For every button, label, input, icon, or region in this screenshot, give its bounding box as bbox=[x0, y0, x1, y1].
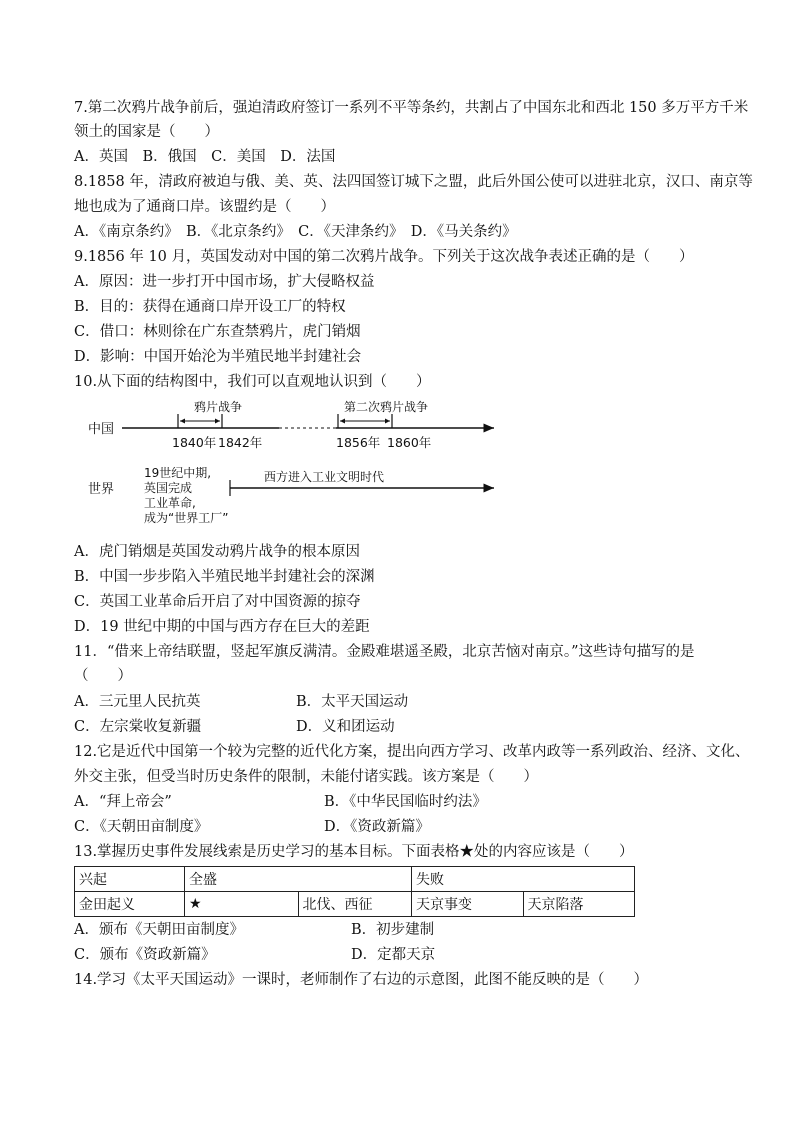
year-1856: 1856年 bbox=[336, 435, 381, 450]
q9-option-c: C．借口：林则徐在广东查禁鸦片，虎门销烟 bbox=[74, 324, 361, 340]
q11-option-b: B．太平天国运动 bbox=[296, 694, 409, 710]
china-label: 中国 bbox=[88, 422, 115, 437]
year-1840: 1840年 bbox=[172, 435, 217, 450]
q12-stem-line2: 外交主张，但受当时历史条件的限制，未能付诸实践。该方案是（ ） bbox=[74, 769, 538, 785]
q10-option-c: C．英国工业革命后开启了对中国资源的掠夺 bbox=[74, 594, 361, 610]
q8-stem-line1: 8.1858 年，清政府被迫与俄、美、英、法四国签订城下之盟，此后外国公使可以进驻北京，汉口、南京等 bbox=[74, 174, 753, 190]
q9-option-b: B．目的：获得在通商口岸开设工厂的特权 bbox=[74, 299, 346, 315]
q14-stem: 14.学习《太平天国运动》一课时，老师制作了右边的示意图，此图不能反映的是（ ） bbox=[74, 972, 649, 988]
year-1842: 1842年 bbox=[218, 435, 263, 450]
q13-option-d: D．定都天京 bbox=[351, 947, 436, 963]
table-cell: 北伐、西征 bbox=[298, 892, 412, 917]
year-1860: 1860年 bbox=[387, 435, 432, 450]
q7-stem-line1: 7.第二次鸦片战争前后，强迫清政府签订一系列不平等条约，共割占了中国东北和西北 150 多万平方千米 bbox=[74, 100, 749, 116]
q13-option-a: A．颁布《天朝田亩制度》 bbox=[74, 922, 244, 938]
table-header-cell: 失败 bbox=[412, 867, 635, 892]
q10-stem: 10.从下面的结构图中，我们可以直观地认识到（ ） bbox=[74, 374, 431, 390]
q13-stem: 13.掌握历史事件发展线索是历史学习的基本目标。下面表格★处的内容应该是（ ） bbox=[74, 844, 634, 860]
second-opium-war-label: 第二次鸦片战争 bbox=[344, 400, 429, 414]
q10-option-a: A．虎门销烟是英国发动鸦片战争的根本原因 bbox=[74, 544, 360, 560]
q13-table bbox=[74, 866, 635, 917]
q12-stem-line1: 12.它是近代中国第一个较为完整的近代化方案，提出向西方学习、改革内政等一系列政治、经济、文化、 bbox=[74, 744, 750, 760]
britain-note-line1: 19世纪中期, bbox=[144, 466, 212, 480]
q12-option-c: C．《天朝田亩制度》 bbox=[74, 819, 209, 835]
q10-option-d: D．19 世纪中期的中国与西方存在巨大的差距 bbox=[74, 619, 370, 635]
q9-option-d: D．影响：中国开始沦为半殖民地半封建社会 bbox=[74, 349, 362, 365]
q10-option-b: B．中国一步步陷入半殖民地半封建社会的深渊 bbox=[74, 569, 375, 585]
britain-note-line3: 工业革命, bbox=[144, 496, 196, 510]
q9-stem: 9.1856 年 10 月，英国发动对中国的第二次鸦片战争。下列关于这次战争表述正确的是（ ） bbox=[74, 249, 694, 265]
q8-stem-line2: 地也成为了通商口岸。该盟约是（ ） bbox=[74, 199, 335, 215]
britain-note-line2: 英国完成 bbox=[144, 481, 193, 495]
table-cell: 天京事变 bbox=[412, 892, 524, 917]
q7-stem-line2: 领土的国家是（ ） bbox=[74, 124, 219, 140]
q12-option-b: B．《中华民国临时约法》 bbox=[324, 794, 487, 810]
table-row bbox=[75, 892, 635, 917]
structure-diagram bbox=[74, 398, 508, 534]
table-header-cell: 兴起 bbox=[75, 867, 185, 892]
q11-stem-line1: 11．“借来上帝结联盟，竖起军旗反满清。金殿难堪遥圣殿，北京苦恼对南京。”这些诗句描写的是 bbox=[74, 644, 695, 660]
q13-option-b: B．初步建制 bbox=[351, 922, 435, 938]
q8-options: A．《南京条约》 B．《北京条约》 C．《天津条约》 D．《马关条约》 bbox=[74, 224, 517, 240]
q11-option-d: D．义和团运动 bbox=[296, 719, 395, 735]
q11-option-a: A．三元里人民抗英 bbox=[74, 694, 201, 710]
q12-option-a: A．“拜上帝会” bbox=[74, 794, 172, 810]
q12-option-d: D．《资政新篇》 bbox=[324, 819, 430, 835]
q11-option-c: C．左宗棠收复新疆 bbox=[74, 719, 202, 735]
world-label: 世界 bbox=[88, 482, 115, 497]
table-header-row bbox=[75, 867, 635, 892]
table-cell-star: ★ bbox=[185, 892, 299, 917]
table-header-cell: 全盛 bbox=[185, 867, 412, 892]
west-era-label: 西方进入工业文明时代 bbox=[264, 470, 385, 484]
q13-option-c: C．颁布《资政新篇》 bbox=[74, 947, 216, 963]
table-cell: 金田起义 bbox=[75, 892, 185, 917]
britain-note-line4: 成为“世界工厂” bbox=[144, 511, 229, 525]
opium-war-label: 鸦片战争 bbox=[194, 400, 243, 414]
table-cell: 天京陷落 bbox=[523, 892, 635, 917]
q11-stem-line2: （ ） bbox=[74, 668, 132, 684]
q7-options: A．英国 B．俄国 C．美国 D．法国 bbox=[74, 149, 336, 165]
q9-option-a: A．原因：进一步打开中国市场，扩大侵略权益 bbox=[74, 274, 375, 290]
